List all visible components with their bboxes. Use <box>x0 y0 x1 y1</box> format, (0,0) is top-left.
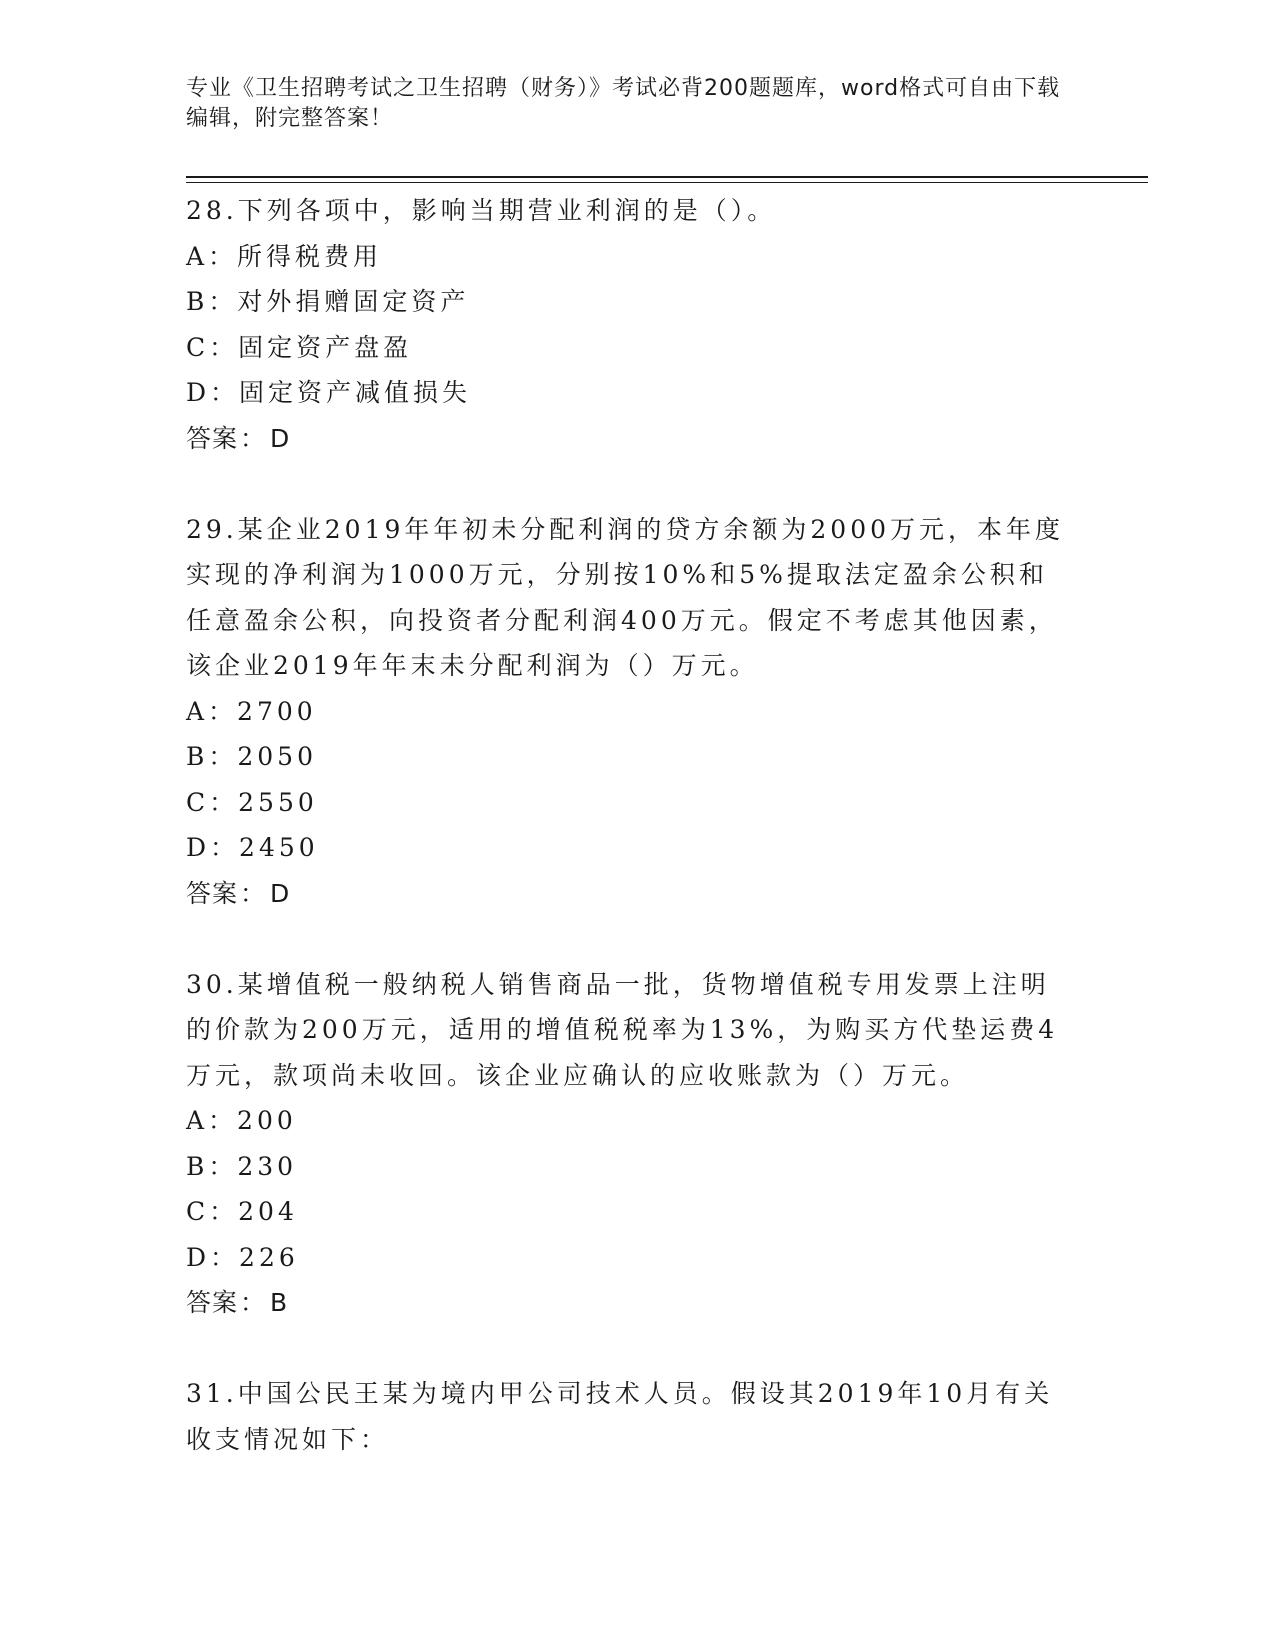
question-stem: 31.中国公民王某为境内甲公司技术人员。假设其2019年10月有关收支情况如下： <box>186 1379 1054 1454</box>
answer-value: D <box>270 423 291 453</box>
option-c: C：固定资产盘盈 <box>186 332 413 362</box>
option-a: A：所得税费用 <box>186 241 383 271</box>
header-divider-thin <box>186 182 1148 183</box>
option-b: B：230 <box>186 1151 298 1181</box>
answer-line: 答案： B <box>186 1288 289 1317</box>
question-stem: 30.某增值税一般纳税人销售商品一批，货物增值税专用发票上注明的价款为200万元，适用的增值税税率为13%，为购买方代垫运费4万元，款项尚未收回。该企业应确认的应收账款为（）万元。 <box>186 969 1059 1090</box>
option-b: B：对外捐赠固定资产 <box>186 287 470 316</box>
answer-line: 答案： D <box>186 423 291 453</box>
option-d: D：2450 <box>186 833 319 862</box>
header-divider-thick <box>186 176 1148 178</box>
question-stem: 28.下列各项中，影响当期营业利润的是（）。 <box>186 196 777 225</box>
document-header: 专业《卫生招聘考试之卫生招聘（财务）》考试必背200题题库，word格式可自由下载编辑，附完整答案！ <box>186 76 1061 131</box>
question-list <box>186 188 1076 1508</box>
question-31 <box>186 1371 1076 1462</box>
question-28 <box>186 188 1076 461</box>
option-c: C：2550 <box>186 787 318 817</box>
answer-label: 答案 <box>186 1288 239 1317</box>
question-30 <box>186 962 1076 1326</box>
option-d: D：226 <box>186 1242 299 1272</box>
answer-label: 答案 <box>186 423 239 453</box>
answer-value: D <box>270 878 291 908</box>
answer-label: 答案 <box>186 878 239 908</box>
option-a: A：200 <box>186 1106 297 1135</box>
question-stem: 29.某企业2019年年初未分配利润的贷方余额为2000万元，本年度实现的净利润为1000万元，分别按10%和5%提取法定盈余公积和任意盈余公积，向投资者分配利润400万元。假定不考虑其他因素，该企业2019年年末未分配利润为（）万元。 <box>186 514 1065 680</box>
question-29 <box>186 507 1076 917</box>
answer-value: B <box>270 1288 289 1317</box>
answer-line: 答案： D <box>186 878 291 908</box>
option-c: C：204 <box>186 1197 298 1226</box>
option-b: B：2050 <box>186 742 317 771</box>
option-d: D：固定资产减值损失 <box>186 378 472 407</box>
option-a: A：2700 <box>186 696 317 726</box>
